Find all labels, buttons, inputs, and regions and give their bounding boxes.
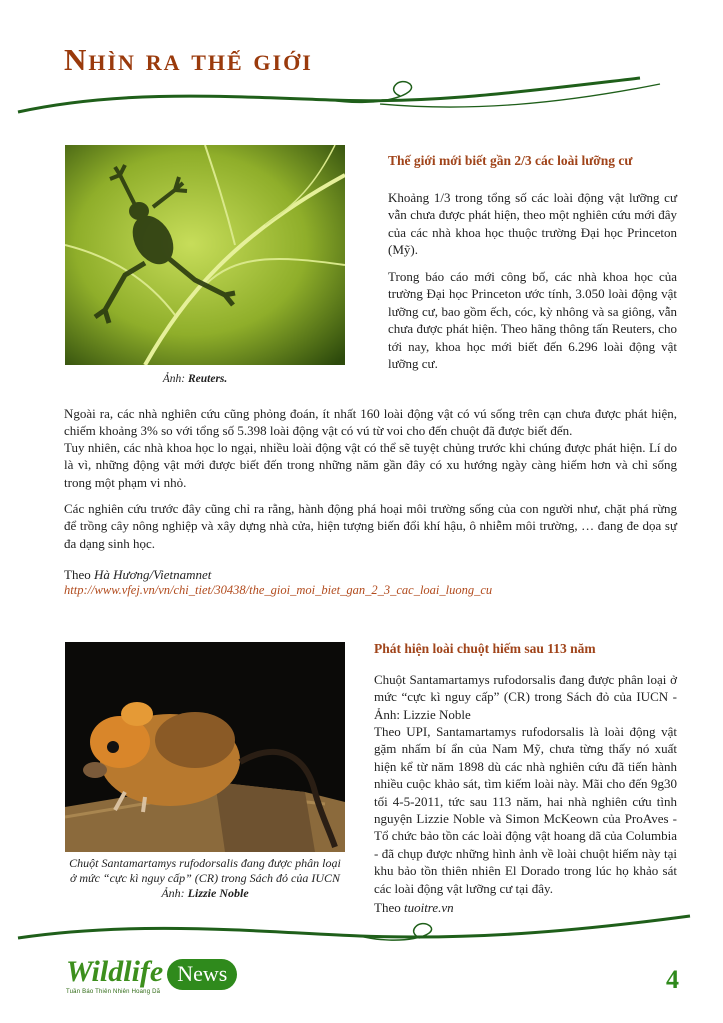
logo-subtitle: Tuần Báo Thiên Nhiên Hoang Dã <box>66 989 161 995</box>
wildlife-news-logo <box>66 955 237 995</box>
article2-title: Phát hiện loài chuột hiếm sau 113 năm <box>374 641 596 656</box>
article1-title: Thế giới mới biết gần 2/3 các loài lưỡng cư <box>388 153 633 168</box>
article1-body-paragraph-1: Ngoài ra, các nhà nghiên cứu cũng phỏng đoán, ít nhất 160 loài động vật có vú sống trên cạn chưa được phát hiện, chiếm khoảng 3% so với tổng số 5.398 loài động vật có vú từ voi cho đến chuột đã được biết đến. <box>64 406 677 439</box>
article1-body-paragraph-2: Tuy nhiên, các nhà khoa học lo ngại, nhiều loài động vật có thể sẽ tuyệt chủng trước khi chúng được phát hiện. Lí do là vì, những động vật mới được biết đến trong những năm gần đây có xu hướng ngày càng hiếm hơn và chỉ sống trong một phạm vi nhỏ. <box>64 440 677 490</box>
logo-news-badge: News <box>167 959 237 990</box>
footer-swirl-divider <box>0 910 723 960</box>
page-number: 4 <box>666 965 679 994</box>
article1-side-paragraph-1: Khoảng 1/3 trong tổng số các loài động vật lưỡng cư vẫn chưa được phát hiện, theo một nghiên cứu mới đây của các nhà khoa học thuộc trường Đại học Princeton (Mỹ). <box>388 190 677 258</box>
article1-side-paragraph-2: Trong báo cáo mới công bố, các nhà khoa học của trường Đại học Princeton ước tính, 3.050 loài động vật lưỡng cư, bao gồm ếch, cóc, kỳ nhông và sa giông, vẫn chưa được phát hiện. Theo hãng thông tấn Reuters, cho tới nay, khoa học mới biết đến 6.296 loài động vật lưỡng cư. <box>388 269 677 372</box>
article1-source: Theo Hà Hương/Vietnamnet <box>64 567 212 582</box>
article1-body-paragraph-3: Các nghiên cứu trước đây cũng chỉ ra rằng, hành động phá hoại môi trường sống của con người như, chặt phá rừng để trồng cây nông nghiệp và xây dựng nhà cửa, hiện tượng biến đổi khí hậu, ô nhiễm môi trường, … đang đe dọa sự đa dạng sinh học. <box>64 501 677 551</box>
header-swirl-divider <box>0 0 723 130</box>
article2-source: Theo tuoitre.vn <box>374 900 454 915</box>
article2-paragraph-2: Theo UPI, Santamartamys rufodorsalis là loài động vật gặm nhấm bí ẩn của Nam Mỹ, chưa từng thấy nó xuất hiện kể từ năm 1898 dù các nhà nghiên cứu đã tiến hành nhiều cuộc khảo sát, tìm kiếm loài này. Mãi cho đến 9g30 tối 4-5-2011, tức sau 113 năm, hai nhà nghiên cứu tình nguyện Lizzie Noble và Simon McKeown của ProAves - Tổ chức bảo tồn các loài động vật hoang dã của Columbia - đã chụp được những hình ảnh về loài chuột hiếm này tại khu bảo tồn thiên nhiên El Dorado trong lúc họ khảo sát các loài động vật lưỡng cư tại đây. <box>374 724 677 896</box>
rodent-photo-caption: Chuột Santamartamys rufodorsalis đang được phân loại ở mức “cực kì nguy cấp” (CR) trong Sách đỏ của IUCN Ảnh: Lizzie Noble <box>69 856 341 900</box>
frog-on-leaf-photo <box>65 145 345 365</box>
article1-source-link[interactable]: http://www.vfej.vn/vn/chi_tiet/30438/the_gioi_moi_biet_gan_2_3_cac_loai_luong_cu <box>64 583 493 597</box>
frog-photo-caption: Ảnh: Reuters. <box>162 373 228 385</box>
logo-word: Wildlife <box>66 955 164 988</box>
rodent-photo <box>65 642 345 852</box>
article2-paragraph-1: Chuột Santamartamys rufodorsalis đang được phân loại ở mức “cực kì nguy cấp” (CR) trong Sách đỏ của IUCN - Ảnh: Lizzie Noble <box>374 672 677 722</box>
page-title: Nhìn ra thế giới <box>64 42 313 77</box>
